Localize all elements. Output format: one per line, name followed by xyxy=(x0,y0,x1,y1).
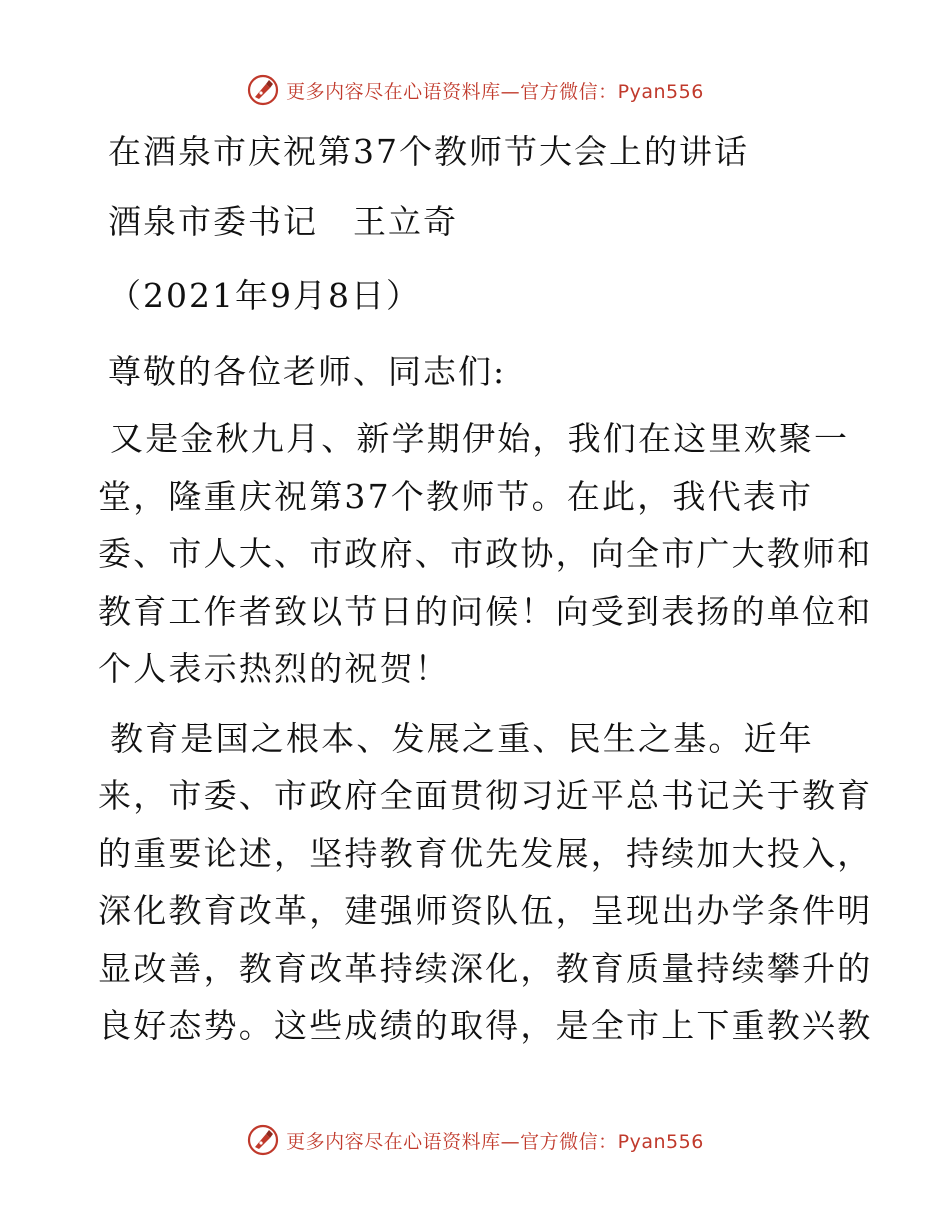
speech-date: （2021年9月8日） xyxy=(108,276,421,315)
paragraph-line: 教育是国之根本、发展之重、民生之基。近年 xyxy=(110,718,814,758)
header-watermark xyxy=(0,70,950,110)
paragraph-line: 又是金秋九月、新学期伊始，我们在这里欢聚一 xyxy=(110,419,850,458)
paragraph xyxy=(98,710,873,1055)
footer-watermark xyxy=(0,1120,950,1160)
speech-title: 在酒泉市庆祝第37个教师节大会上的讲话 xyxy=(108,132,749,171)
watermark-text: 更多内容尽在心语资料库—官方微信：Pyan556 xyxy=(286,80,704,103)
paragraph-line: 深化教育改革，建强师资队伍，呈现出办学条件明 xyxy=(98,891,873,930)
speech-salutation: 尊敬的各位老师、同志们: xyxy=(108,352,507,391)
pen-nib-logo-icon xyxy=(246,73,280,107)
paragraph-line: 个人表示热烈的祝贺！ xyxy=(98,649,450,688)
speech-author: 酒泉市委书记 王立奇 xyxy=(108,202,458,241)
paragraph-line: 教育工作者致以节日的问候！向受到表扬的单位和 xyxy=(98,591,873,631)
watermark-text: 更多内容尽在心语资料库—官方微信：Pyan556 xyxy=(286,1130,704,1153)
paragraph-line: 的重要论述，坚持教育优先发展，持续加大投入， xyxy=(98,833,873,873)
paragraph-line: 堂，隆重庆祝第37个教师节。在此，我代表市 xyxy=(98,476,814,516)
paragraph xyxy=(98,410,873,698)
paragraph-line: 委、市人大、市政府、市政协，向全市广大教师和 xyxy=(98,534,873,573)
paragraph-line: 显改善，教育改革持续深化，教育质量持续攀升的 xyxy=(98,948,873,988)
pen-nib-logo-icon xyxy=(246,1123,280,1157)
paragraph-line: 来，市委、市政府全面贯彻习近平总书记关于教育 xyxy=(98,776,873,815)
paragraph-line: 良好态势。这些成绩的取得，是全市上下重教兴教 xyxy=(98,1006,873,1045)
document-body xyxy=(98,118,873,1055)
